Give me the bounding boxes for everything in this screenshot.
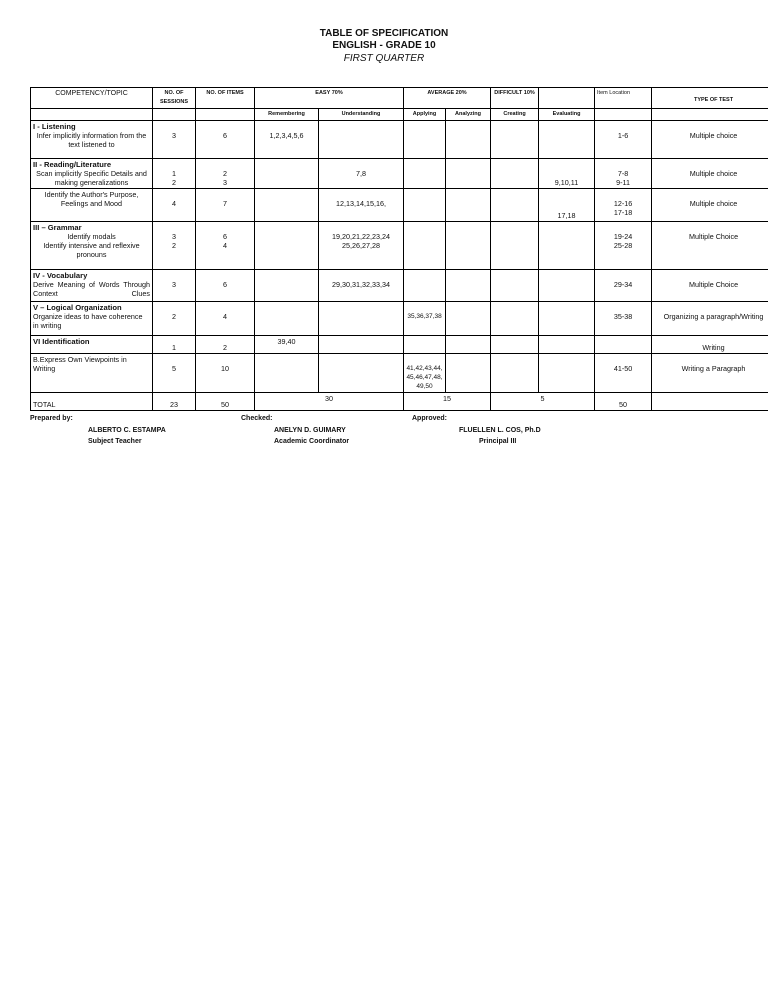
document-header: [0, 28, 768, 65]
checked-title: Academic Coordinator: [274, 438, 350, 445]
header-applying: Applying: [404, 109, 446, 121]
header-competency: COMPETENCY/TOPIC: [31, 88, 153, 109]
table-row: B.Express Own Viewpoints in Writing 5 10 41,42,43,44,45,46,47,48,49,50 41-50 Writing a Paragraph: [31, 354, 768, 393]
document-title: TABLE OF SPECIFICATION: [319, 28, 449, 39]
checked-name: ANELYN D. GUIMARY: [274, 427, 346, 434]
header-remembering: Remembering: [255, 109, 319, 121]
table-row: Identify the Author's Purpose, Feelings and Mood 4 7 12,13,14,15,16, 17,18 12-16 17-18 Multiple choice: [31, 189, 768, 222]
header-evaluating: Evaluating: [539, 109, 595, 121]
competency-text: Identify modals: [67, 232, 116, 241]
competency-text: Identify intensive and reflexive pronouns: [43, 241, 140, 259]
prepared-label: Prepared by:: [30, 415, 73, 422]
table-row: VI Identification 1 2 39,40 Writing: [31, 336, 768, 354]
prepared-title: Subject Teacher: [88, 438, 142, 445]
header-easy: EASY 70%: [255, 88, 404, 109]
header-type-of-test: TYPE OF TEST: [652, 88, 768, 109]
header-blank: [539, 88, 595, 109]
competency-text: Organize ideas to have coherence in writing: [33, 312, 143, 330]
approved-label: Approved:: [412, 415, 447, 422]
competency-text: Infer implicitly information from the text listened to: [36, 131, 147, 149]
approved-title: Principal III: [479, 438, 517, 445]
competency-text: B.Express Own Viewpoints in Writing: [33, 355, 127, 373]
competency-text: Derive Meaning of Words Through Context Clues: [33, 280, 150, 298]
section-title: V – Logical Organization: [33, 303, 122, 312]
header-understanding: Understanding: [319, 109, 404, 121]
competency-text: Scan implicitly Specific Details and making generalizations: [36, 169, 147, 187]
quarter-label: FIRST QUARTER: [343, 53, 425, 64]
header-items: NO. OF ITEMS: [196, 88, 255, 109]
section-title: III – Grammar: [33, 223, 82, 232]
table-row: IV - Vocabulary Derive Meaning of Words Through Context Clues 3 6 29,30,31,32,33,34 29-34 Multiple Choice: [31, 270, 768, 302]
header-item-location: Item Location: [595, 88, 652, 109]
table-header-row: [31, 88, 768, 109]
prepared-by-block: [30, 415, 166, 445]
header-creating: Creating: [491, 109, 539, 121]
table-subheader-row: [31, 109, 768, 121]
competency-text: Identify the Author's Purpose, Feelings and Mood: [44, 190, 139, 208]
document-subtitle: ENGLISH - GRADE 10: [332, 40, 436, 51]
prepared-name: ALBERTO C. ESTAMPA: [88, 427, 166, 434]
section-title: I - Listening: [33, 122, 76, 131]
checked-label: Checked:: [241, 415, 273, 422]
table-row: I - Listening Infer implicitly information from the text listened to 3 6 1,2,3,4,5,6 1-6 Multiple choice: [31, 121, 768, 159]
section-title: IV - Vocabulary: [33, 271, 88, 280]
approved-by-block: [412, 415, 541, 445]
approved-name: FLUELLEN L. COS, Ph.D: [459, 427, 541, 434]
section-title: VI Identification: [33, 337, 90, 346]
checked-by-block: [241, 415, 350, 445]
header-analyzing: Analyzing: [446, 109, 491, 121]
header-sessions: NO. OF SESSIONS: [153, 88, 196, 109]
specification-table: [30, 87, 768, 411]
table-row: II - Reading/Literature Scan implicitly Specific Details and making generalizations 1 2 2 3 7,8 9,10,11 7-8 9-11 Multiple choice: [31, 159, 768, 189]
header-average: AVERAGE 20%: [404, 88, 491, 109]
section-title: II - Reading/Literature: [33, 160, 112, 169]
table-row-total: TOTAL 23 50 30 15 5 50: [31, 393, 768, 411]
header-difficult: DIFFICULT 10%: [491, 88, 539, 109]
table-row: V – Logical Organization Organize ideas to have coherence in writing 2 4 35,36,37,38 35-38 Organizing a paragraph/Writing: [31, 302, 768, 336]
table-row: III – Grammar Identify modals Identify intensive and reflexive pronouns 3 2 6 4 19,20,21,22,23,24 25,26,27,28 19-24 25-28 Multiple Choice: [31, 222, 768, 270]
